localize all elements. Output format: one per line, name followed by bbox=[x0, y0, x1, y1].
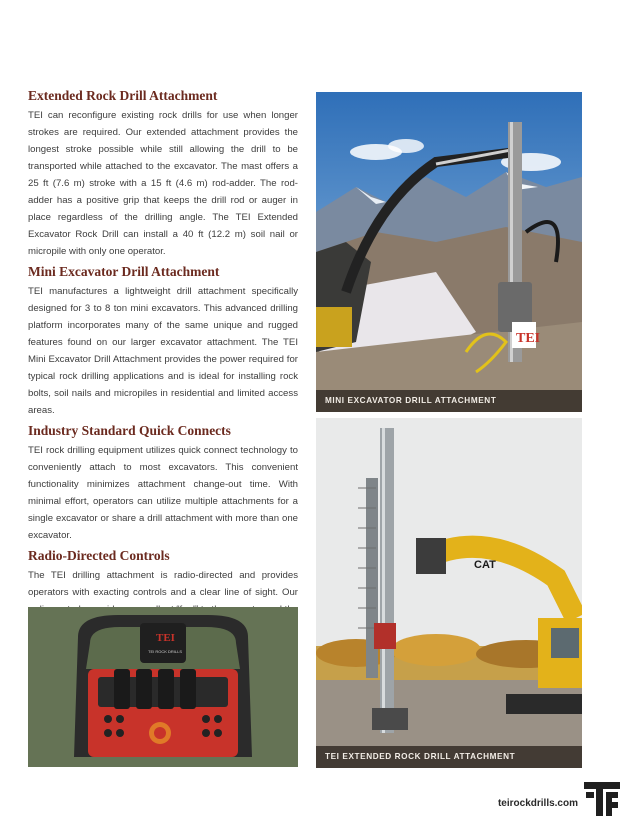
section-body: TEI can reconfigure existing rock drills for use when longer strokes are required. Our extended attachment provides the longest stroke possible while still allowing the drill to be transported while attached to the excavator. The mast offers a 25 ft (7.6 m) stroke with a 15 ft (4.6 m) rod-adder. The rod-adder has a positive grip that keeps the drill rod or auger in place regardless of the drilling angle. The TEI Extended Excavator Rock Drill can install a 40 ft (12.2 m) soil nail or micropile with only one operator. bbox=[28, 110, 298, 257]
radio-controller-photo bbox=[28, 607, 298, 767]
controller-brand-text: TEI ROCK DRILLS bbox=[148, 649, 183, 654]
tei-logo bbox=[582, 778, 622, 823]
tei-decal: TEI bbox=[516, 331, 541, 346]
section-extended bbox=[28, 88, 298, 260]
section-body: TEI rock drilling equipment utilizes quick connect technology to conveniently attach to most excavators. This convenient functionality minimizes attachment change-out time. With minimal effort, operators can utilize multiple attachments for a single excavator or share a drill attachment with more than one excavator. bbox=[28, 445, 298, 541]
section-heading: Mini Excavator Drill Attachment bbox=[28, 264, 220, 279]
cat-logo: CAT bbox=[474, 559, 496, 571]
section-body: TEI manufactures a lightweight drill attachment specifically designed for 3 to 8 ton mini excavators. This advanced drilling platform incorporates many of the same unique and rugged features found on our larger excavator attachment. The TEI Mini Excavator Drill Attachment provides the power required for typical rock drilling applications and is ideal for installing rock bolts, soil nails and micropiles in residential and limited access areas. bbox=[28, 286, 298, 416]
extended-drill-caption: TEI EXTENDED ROCK DRILL ATTACHMENT bbox=[316, 746, 582, 768]
mini-excavator-caption: MINI EXCAVATOR DRILL ATTACHMENT bbox=[316, 390, 582, 412]
extended-drill-photo bbox=[316, 418, 582, 768]
section-heading: Radio-Directed Controls bbox=[28, 548, 170, 563]
controller-logo: TEI bbox=[156, 632, 175, 644]
mini-excavator-illustration bbox=[316, 92, 582, 412]
section-heading: Industry Standard Quick Connects bbox=[28, 423, 231, 438]
tei-logo-icon bbox=[582, 778, 622, 818]
radio-controller-illustration bbox=[28, 607, 298, 767]
section-mini bbox=[28, 264, 298, 419]
section-heading: Extended Rock Drill Attachment bbox=[28, 88, 218, 103]
mini-excavator-photo bbox=[316, 92, 582, 412]
section-quick-connects bbox=[28, 423, 298, 544]
text-column bbox=[28, 88, 298, 639]
extended-drill-illustration bbox=[316, 418, 582, 768]
footer-url[interactable]: teirockdrills.com bbox=[497, 798, 578, 809]
section-body: The TEI drilling attachment is radio-directed and provides operators with exacting controls and a clear line of sight. Our bbox=[28, 570, 298, 598]
